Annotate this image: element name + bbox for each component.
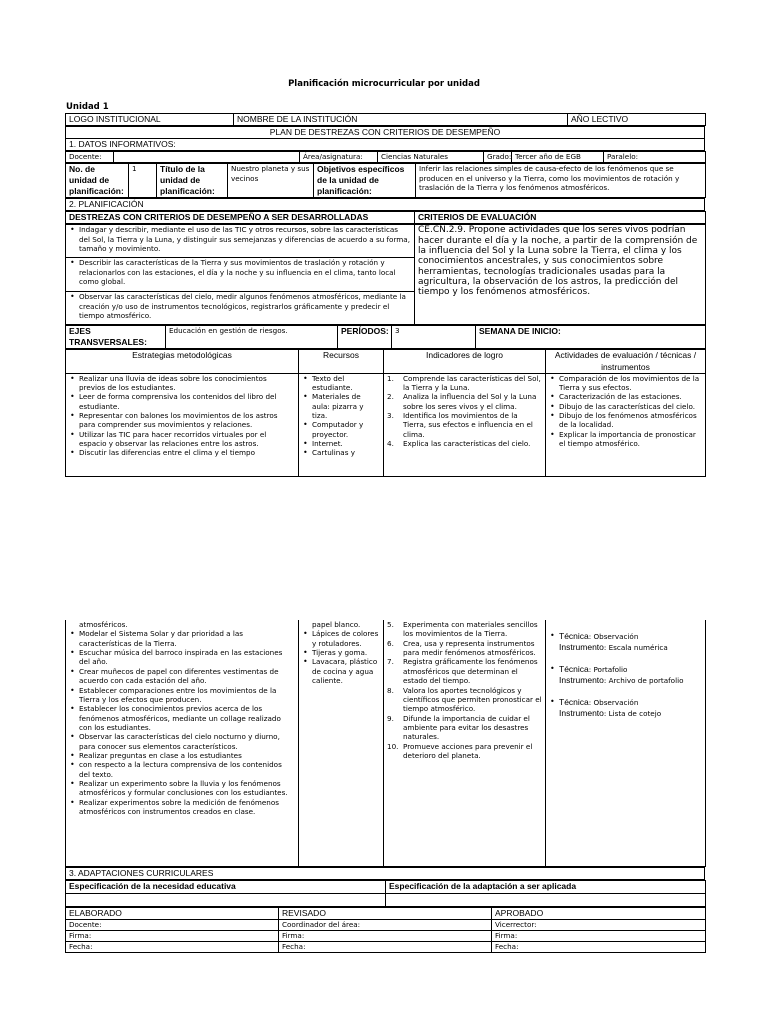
list-item: • con respecto a la lectura comprensiva de los contenidos del texto. [79,760,295,779]
semana-label: SEMANA DE INICIO: [476,326,706,349]
list-item: • Explicar la importancia de pronosticar el tiempo atmosférico. [559,430,702,449]
list-item: 2. Analiza la influencia del Sol y la Luna sobre los seres vivos y el clima. [387,392,537,411]
institution-cell: NOMBRE DE LA INSTITUCIÓN [234,114,568,126]
tecnica-item: • Técnica: Observación Instrumento: Lista de cotejo [559,697,702,719]
firma-label: Firma: [279,930,492,941]
list-item: 9. Difunde la importancia de cuidar el ambiente para evitar los desastres naturales. [387,713,530,742]
estrategias-cell-page1 [66,373,299,476]
objectives-label: Objetivos específicos de la unidad de planificación: [314,164,416,198]
list-item: 6. Crea, usa y representa instrumentos para medir fenómenos atmosféricos. [387,638,536,658]
elaborado-header: ELABORADO [66,907,279,919]
list-item: • Utilizar las TIC para hacer recorridos virtuales por el espacio y observar las relaciones entre los astros. [79,430,295,449]
list-item: 7. Registra gráficamente los fenómenos atmosféricos que determinan el estado del tiempo. [387,657,538,686]
destreza-2: • Describir las características de la Tierra y sus movimientos de traslación y rotación y relacionarlos con las estaciones, el día y la noche y su influencia en el clima, tanto local como global. [66,258,415,292]
periodos-value: 3 [392,326,476,349]
ejes-label: EJES TRANSVERSALES: [66,326,166,349]
tecnicas-cell [546,620,706,866]
firma-label: Firma: [66,930,279,941]
tecnica-item: • Técnica: Portafolio Instrumento: Archivo de portafolio [559,664,702,686]
section1-title: 1. DATOS INFORMATIVOS: [66,139,705,151]
planning-table-page1 [65,113,705,477]
criterio-evaluacion [415,225,706,325]
list-item: • Dibujo de los fenómenos atmosféricos de la localidad. [559,411,702,430]
list-item: • Lavacara, plástico de cocina y agua caliente. [312,657,380,685]
list-item: • Escuchar música del barroco inspirada en las estaciones del año. [79,648,295,667]
list-item: • Internet. [312,439,380,448]
list-item: 4. Explica las características del cielo. [387,439,531,449]
list-item: • Observar las características del cielo nocturno y diurno, para conocer sus elementos característicos. [79,732,295,751]
list-item: • Representar con balones los movimientos de los astros para comprender sus movimientos y relaciones. [79,411,295,430]
periodos-label: PERÍODOS: [338,326,392,349]
objectives-value: Inferir las relaciones simples de causa-efecto de los fenómenos que se producen en el universo y la Tierra, como los movimientos de rotación y traslación de la Tierra y los fenómenos atmosféricos. [416,164,706,198]
recursos-cell-page2 [299,620,384,866]
recursos-cell-page1 [299,373,384,476]
unit-title-value: Nuestro planeta y sus vecinos [228,164,314,198]
list-item: • Texto del estudiante. [312,374,380,393]
list-item: • Establecer comparaciones entre los movimientos de la Tierra y los efectos que producen. [79,686,295,705]
list-item: 10. Promueve acciones para prevenir el deterioro del planeta. [387,741,533,761]
indicadores-cell-page2 [384,620,546,866]
aprobado-header: APROBADO [492,907,706,919]
paralelo-label: Paralelo: [604,152,706,163]
document-title: Planificación microcurricular por unidad [288,79,480,89]
unit-number-label: No. de unidad de planificación: [66,164,129,198]
grado-label: Grado: [484,152,512,163]
revisado-header: REVISADO [279,907,492,919]
school-year-cell: AÑO LECTIVO [568,114,706,126]
planning-table-page2 [65,620,705,953]
actividades-cell-page1 [546,373,706,476]
list-item: • Realizar preguntas en clase a los estudiantes [79,751,295,760]
list-item: • Crear muñecos de papel con diferentes vestimentas de acuerdo con cada estación del año. [79,667,295,686]
list-item: • Establecer los conocimientos previos acerca de los fenómenos atmosféricos, mediante un collage realizado con los estudiantes. [79,704,295,732]
fecha-label: Fecha: [66,941,279,952]
need-value [66,893,386,906]
estrategias-continued: atmosféricos. [79,620,128,629]
docente-label: Docente: [66,152,114,163]
area-value: Ciencias Naturales [378,152,484,163]
unit-label: Unidad 1 [66,102,109,112]
adaptation-label: Especificación de la adaptación a ser aplicada [386,880,706,893]
list-item: • Cartulinas y [312,448,380,457]
vicerrector-signature-label: Vicerrector: [492,919,706,930]
ejes-value: Educación en gestión de riesgos. [166,326,338,349]
col-indicadores: Indicadores de logro [384,350,546,373]
list-item: • Discutir las diferencias entre el clima y el tiempo [79,448,295,457]
list-item: • Modelar el Sistema Solar y dar prioridad a las características de la Tierra. [79,629,295,648]
indicadores-cell-page1 [384,373,546,476]
fecha-label: Fecha: [279,941,492,952]
firma-label: Firma: [492,930,706,941]
unit-number-value: 1 [129,164,157,198]
recursos-continued: papel blanco. [312,620,361,629]
area-label: Área/asignatura: [300,152,378,163]
docente-value [114,152,300,163]
list-item: 1. Comprende las características del Sol, la Tierra y la Luna. [387,373,541,392]
col-estrategias: Estrategias metodológicas [66,350,299,373]
logo-cell: LOGO INSTITUCIONAL [66,114,234,126]
destrezas-header: DESTREZAS CON CRITERIOS DE DESEMPEÑO A SER DESARROLLADAS [66,212,415,224]
docente-signature-label: Docente: [66,919,279,930]
col-recursos: Recursos [299,350,384,373]
adaptation-value [386,893,706,906]
list-item: • Realizar un experimento sobre la lluvia y los fenómenos atmosféricos y formular conclusiones con los estudiantes. [79,779,295,798]
tecnica-item: • Técnica: Observación Instrumento: Escala numérica [559,631,702,653]
section3-title: 3. ADAPTACIONES CURRICULARES [66,867,705,879]
destreza-3: • Observar las características del cielo, medir algunos fenómenos atmosféricos, mediante la creación y/o uso de instrumentos tecnológicos, registrarlos gráficamente y predecir el tiempo atmosférico. [66,292,415,325]
section2-title: 2. PLANIFICACIÓN [66,199,705,211]
list-item: 8. Valora los aportes tecnológicos y científicos que permiten pronosticar el tiempo atmosférico. [387,685,542,714]
list-item: • Caracterización de las estaciones. [559,392,702,401]
list-item: • Materiales de aula: pizarra y tiza. [312,392,380,420]
list-item: 5. Experimenta con materiales sencillos los movimientos de la Tierra. [387,620,538,639]
list-item: • Realizar una lluvia de ideas sobre los conocimientos previos de los estudiantes. [79,374,295,393]
criterio-text: CE.CN.2.9. Propone actividades que los seres vivos podrían hacer durante el día y la noche, a partir de la comprensión de la influencia del Sol y la Luna sobre la Tierra, el clima y los conocimientos ancestrales, y sus conocimientos sobre herramientas, tecnologías tradicionales usadas para la agricultura, la observación de los astros, la predicción del tiempo y los fenómenos atmosféricos. [418,225,698,298]
list-item: • Computador y proyector. [312,420,380,439]
criterios-header: CRITERIOS DE EVALUACIÓN [415,212,706,224]
list-item: 3. Identifica los movimientos de la Tierra, sus efectos e influencia en el clima. [387,411,533,439]
destreza-1: • Indagar y describir, mediante el uso de las TIC y otros recursos, sobre las características del Sol, la Tierra y la Luna, y distinguir sus semejanzas y diferencias de acuerdo a su forma, tamaño y movimiento. [66,225,415,258]
estrategias-cell-page2 [66,620,299,866]
list-item: • Comparación de los movimientos de la Tierra y sus efectos. [559,374,702,393]
fecha-label: Fecha: [492,941,706,952]
list-item: • Leer de forma comprensiva los contenidos del libro del estudiante. [79,392,295,411]
plan-title: PLAN DE DESTREZAS CON CRITERIOS DE DESEMPEÑO [66,127,705,139]
coordinador-signature-label: Coordinador del área: [279,919,492,930]
list-item: • Tijeras y goma. [312,648,380,657]
list-item: • Realizar experimentos sobre la medición de fenómenos atmosféricos con instrumentos creados en clase. [79,798,295,817]
list-item: • Dibujo de las características del cielo. [559,402,702,411]
grado-value: Tercer año de EGB [512,152,604,163]
list-item: • Lápices de colores y rotuladores. [312,629,380,648]
col-actividades: Actividades de evaluación / técnicas / instrumentos [546,350,706,373]
need-label: Especificación de la necesidad educativa [66,880,386,893]
unit-title-label: Título de la unidad de planificación: [157,164,228,198]
